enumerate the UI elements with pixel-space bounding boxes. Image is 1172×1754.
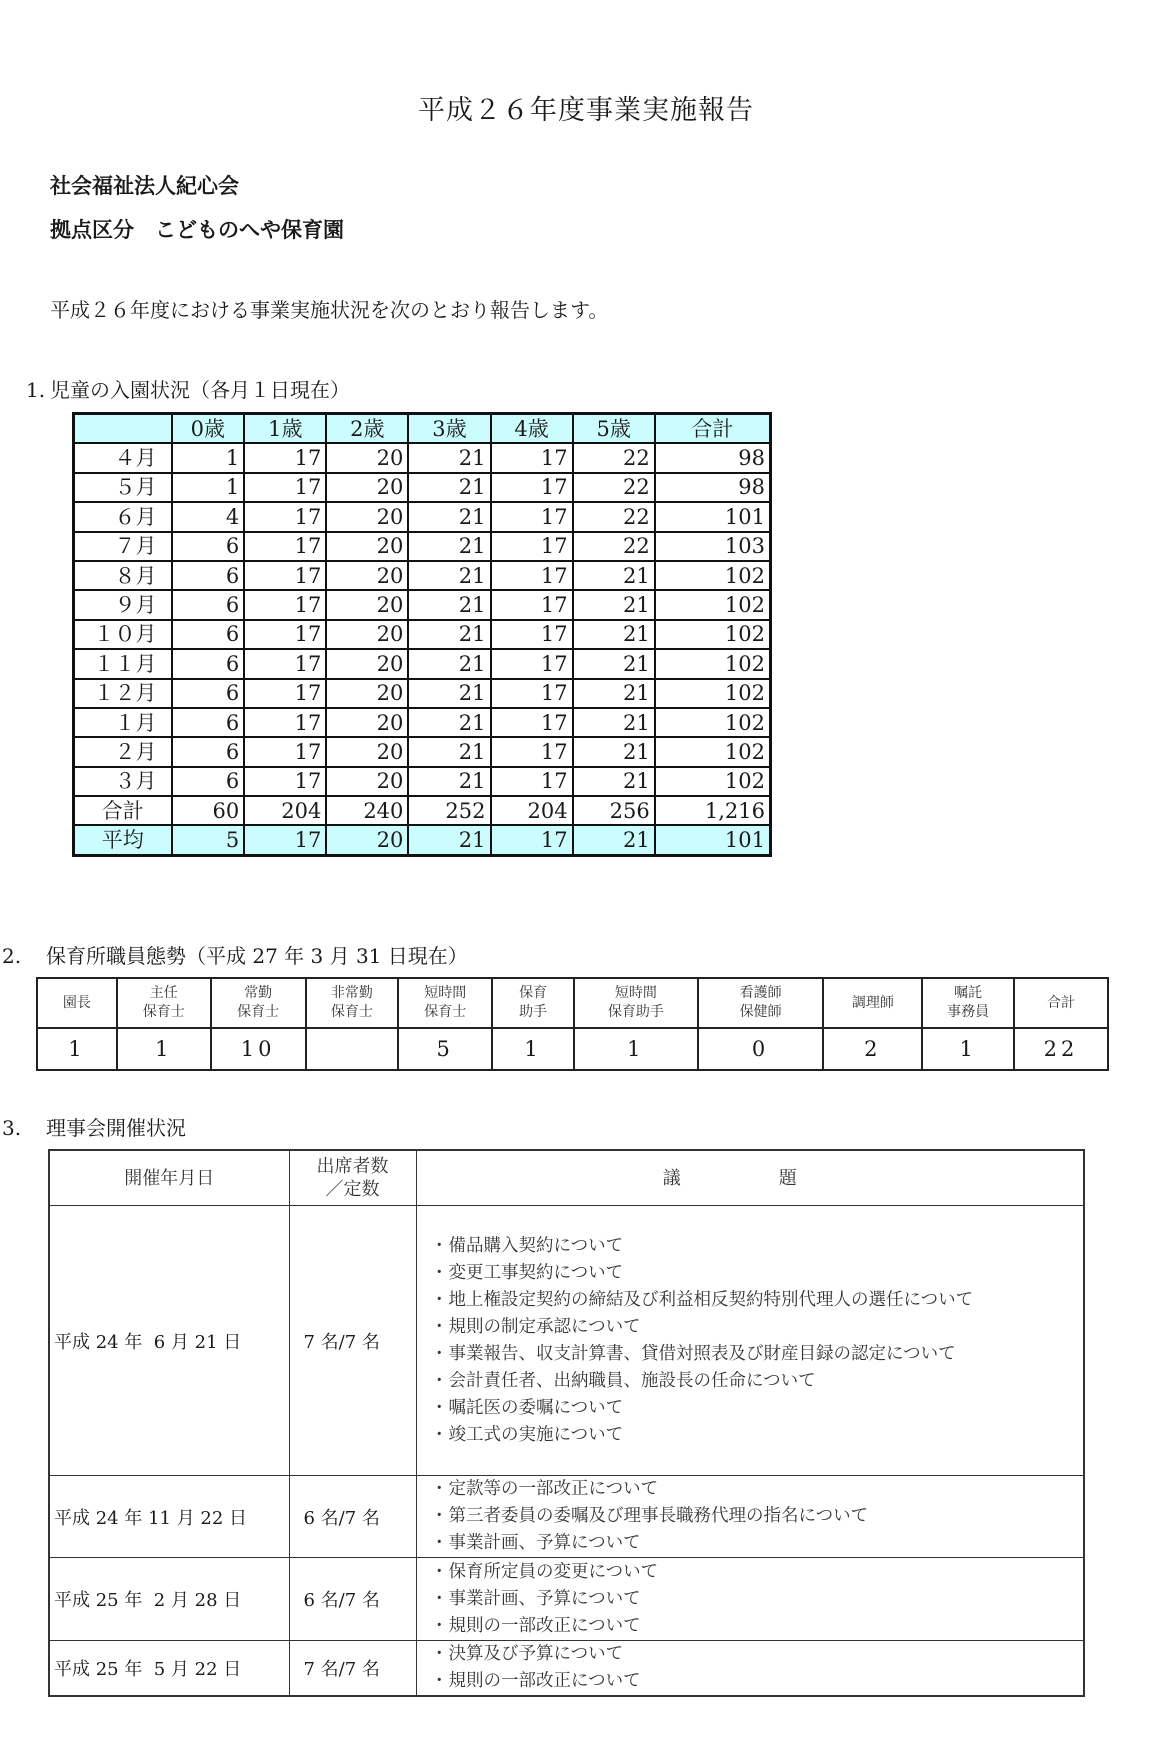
enrollment-cell: 21 xyxy=(408,502,490,531)
staff-count-cell: 1 xyxy=(492,1028,574,1070)
enrollment-cell: 21 xyxy=(573,737,655,766)
enrollment-col-header: 5歳 xyxy=(573,414,655,444)
enrollment-row xyxy=(74,443,771,472)
row-label: １２月 xyxy=(74,679,172,708)
row-label: ３月 xyxy=(74,767,172,796)
enrollment-cell: 22 xyxy=(573,443,655,472)
enrollment-cell: 102 xyxy=(655,737,771,766)
header-attendance-line1: 出席者数 xyxy=(316,1156,389,1177)
section-1-heading xyxy=(26,374,350,403)
enrollment-cell: 17 xyxy=(491,532,573,561)
staff-col-header-line1: 短時間 xyxy=(424,985,467,1001)
staff-col-header-line2: 保育士 xyxy=(142,1004,185,1020)
board-meeting-row xyxy=(49,1558,1084,1641)
enrollment-cell: 17 xyxy=(244,443,326,472)
enrollment-cell: 102 xyxy=(655,649,771,678)
enrollment-cell: 22 xyxy=(573,532,655,561)
staff-col-header xyxy=(37,978,117,1028)
enrollment-cell: 21 xyxy=(573,590,655,619)
row-label: 合計 xyxy=(74,796,172,825)
enrollment-cell: 17 xyxy=(244,708,326,737)
section-1-title: 児童の入園状況（各月１日現在） xyxy=(50,378,350,402)
board-header-row xyxy=(49,1150,1084,1206)
enrollment-cell: 21 xyxy=(573,679,655,708)
enrollment-cell: 20 xyxy=(326,532,408,561)
section-3-number: 3. xyxy=(2,1116,22,1140)
agenda-item: ・ 事業計画、予算について xyxy=(431,1586,1080,1613)
enrollment-col-header: 3歳 xyxy=(408,414,490,444)
enrollment-row xyxy=(74,502,771,531)
agenda-item: ・ 規則の一部改正について xyxy=(431,1668,1080,1695)
row-label: 平均 xyxy=(74,825,172,855)
row-label: ５月 xyxy=(74,473,172,502)
meeting-date: 平成 25 年 2 月 28 日 xyxy=(49,1558,289,1641)
row-label: ８月 xyxy=(74,561,172,590)
enrollment-cell: 21 xyxy=(573,620,655,649)
header-agenda xyxy=(416,1150,1084,1206)
enrollment-row xyxy=(74,708,771,737)
staff-col-header-line1: 嘱託 xyxy=(954,985,983,1001)
agenda-item: ・ 備品購入契約について xyxy=(431,1233,1080,1260)
enrollment-cell: 6 xyxy=(172,590,245,619)
staff-col-header xyxy=(306,978,399,1028)
enrollment-col-header xyxy=(74,414,172,444)
header-agenda-label: 議 題 xyxy=(662,1167,837,1189)
staff-col-header xyxy=(922,978,1014,1028)
meeting-date: 平成 24 年 11 月 22 日 xyxy=(49,1476,289,1558)
staff-col-header-line2: 助手 xyxy=(519,1004,548,1020)
enrollment-cell: 17 xyxy=(491,737,573,766)
staff-count-cell: 0 xyxy=(698,1028,824,1070)
staff-col-header xyxy=(574,978,698,1028)
enrollment-cell: 21 xyxy=(408,473,490,502)
enrollment-cell: 20 xyxy=(326,825,408,855)
staff-col-header xyxy=(492,978,574,1028)
enrollment-table xyxy=(72,412,772,857)
enrollment-cell: 256 xyxy=(573,796,655,825)
enrollment-cell: 17 xyxy=(491,620,573,649)
section-3-heading xyxy=(2,1112,186,1141)
enrollment-cell: 102 xyxy=(655,620,771,649)
header-attendance-line2: ／定数 xyxy=(325,1179,380,1200)
enrollment-cell: 17 xyxy=(244,679,326,708)
enrollment-cell: 17 xyxy=(491,502,573,531)
enrollment-cell: 6 xyxy=(172,737,245,766)
enrollment-cell: 22 xyxy=(573,473,655,502)
enrollment-cell: 102 xyxy=(655,561,771,590)
enrollment-cell: 6 xyxy=(172,649,245,678)
meeting-attendance: 6 名/7 名 xyxy=(289,1558,416,1641)
staff-count-cell xyxy=(306,1028,399,1070)
row-label: ９月 xyxy=(74,590,172,619)
enrollment-cell: 6 xyxy=(172,532,245,561)
staff-col-header-line1: 保育 xyxy=(519,985,548,1001)
enrollment-row xyxy=(74,649,771,678)
intro-text: 平成２６年度における事業実施状況を次のとおり報告します。 xyxy=(50,298,609,322)
enrollment-cell: 20 xyxy=(326,649,408,678)
enrollment-cell: 17 xyxy=(244,473,326,502)
enrollment-cell: 17 xyxy=(491,767,573,796)
enrollment-row xyxy=(74,561,771,590)
staff-col-header xyxy=(698,978,824,1028)
meeting-date: 平成 25 年 5 月 22 日 xyxy=(49,1641,289,1697)
enrollment-cell: 6 xyxy=(172,679,245,708)
staff-col-header-line1: 主任 xyxy=(149,985,178,1001)
meeting-date: 平成 24 年 6 月 21 日 xyxy=(49,1206,289,1476)
staff-col-header xyxy=(1014,978,1108,1028)
enrollment-row xyxy=(74,737,771,766)
enrollment-cell: 98 xyxy=(655,473,771,502)
enrollment-cell: 1 xyxy=(172,473,245,502)
enrollment-cell: 17 xyxy=(491,825,573,855)
staff-col-header xyxy=(211,978,306,1028)
staff-col-header-line1: 短時間 xyxy=(614,985,657,1001)
enrollment-cell: 103 xyxy=(655,532,771,561)
enrollment-cell: 6 xyxy=(172,561,245,590)
staff-count-cell: 2 xyxy=(823,1028,922,1070)
enrollment-cell: 21 xyxy=(573,708,655,737)
enrollment-cell: 17 xyxy=(491,561,573,590)
row-label: １０月 xyxy=(74,620,172,649)
section-2-heading xyxy=(2,940,468,969)
section-3-title: 理事会開催状況 xyxy=(46,1116,186,1140)
enrollment-cell: 102 xyxy=(655,679,771,708)
row-label: ６月 xyxy=(74,502,172,531)
enrollment-cell: 21 xyxy=(408,620,490,649)
enrollment-cell: 204 xyxy=(244,796,326,825)
enrollment-cell: 1,216 xyxy=(655,796,771,825)
enrollment-row xyxy=(74,620,771,649)
staff-col-header-line1: 常勤 xyxy=(244,985,273,1001)
enrollment-header-row xyxy=(74,414,771,444)
enrollment-cell: 21 xyxy=(408,649,490,678)
enrollment-cell: 21 xyxy=(573,561,655,590)
meeting-attendance: 7 名/7 名 xyxy=(289,1206,416,1476)
meeting-attendance: 7 名/7 名 xyxy=(289,1641,416,1697)
enrollment-cell: 21 xyxy=(408,443,490,472)
staff-col-header-line2: 保育士 xyxy=(237,1004,280,1020)
staff-count-cell: 5 xyxy=(398,1028,492,1070)
enrollment-cell: 20 xyxy=(326,620,408,649)
enrollment-cell: 101 xyxy=(655,502,771,531)
agenda-item: ・ 事業計画、予算について xyxy=(431,1530,1080,1557)
staff-col-header-line2: 保育助手 xyxy=(607,1004,664,1020)
staff-col-header-line2: 事務員 xyxy=(947,1004,990,1020)
enrollment-cell: 20 xyxy=(326,679,408,708)
enrollment-row xyxy=(74,679,771,708)
enrollment-cell: 21 xyxy=(408,532,490,561)
row-label: ７月 xyxy=(74,532,172,561)
row-label: １月 xyxy=(74,708,172,737)
enrollment-col-header: 0歳 xyxy=(172,414,245,444)
enrollment-cell: 60 xyxy=(172,796,245,825)
enrollment-cell: 17 xyxy=(491,708,573,737)
agenda-item: ・ 保育所定員の変更について xyxy=(431,1559,1080,1586)
agenda-item: ・ 事業報告、収支計算書、貸借対照表及び財産目録の認定について xyxy=(431,1341,1080,1368)
enrollment-cell: 17 xyxy=(244,825,326,855)
header-attendance xyxy=(289,1150,416,1206)
staff-values-row xyxy=(37,1028,1108,1070)
enrollment-row xyxy=(74,473,771,502)
enrollment-cell: 21 xyxy=(408,767,490,796)
agenda-item: ・ 竣工式の実施について xyxy=(431,1422,1080,1449)
enrollment-cell: 17 xyxy=(491,649,573,678)
enrollment-cell: 20 xyxy=(326,561,408,590)
enrollment-cell: 20 xyxy=(326,502,408,531)
staff-table xyxy=(36,977,1109,1071)
enrollment-col-header: 2歳 xyxy=(326,414,408,444)
row-label: ４月 xyxy=(74,443,172,472)
staff-count-cell: 1 xyxy=(117,1028,211,1070)
section-2-number: 2. xyxy=(2,944,22,968)
enrollment-cell: 5 xyxy=(172,825,245,855)
header-meeting-date: 開催年月日 xyxy=(49,1150,289,1206)
staff-col-header xyxy=(398,978,492,1028)
enrollment-cell: 20 xyxy=(326,473,408,502)
enrollment-cell: 20 xyxy=(326,590,408,619)
staff-count-cell: 1 xyxy=(37,1028,117,1070)
enrollment-cell: 17 xyxy=(244,532,326,561)
enrollment-cell: 21 xyxy=(408,737,490,766)
enrollment-cell: 1 xyxy=(172,443,245,472)
enrollment-cell: 17 xyxy=(491,443,573,472)
facility-name: 拠点区分 こどものへや保育園 xyxy=(50,218,344,242)
enrollment-cell: 17 xyxy=(244,561,326,590)
enrollment-cell: 20 xyxy=(326,443,408,472)
agenda-item: ・ 規則の一部改正について xyxy=(431,1613,1080,1640)
enrollment-cell: 17 xyxy=(244,502,326,531)
enrollment-total-row xyxy=(74,796,771,825)
enrollment-col-header: 4歳 xyxy=(491,414,573,444)
section-1-number: 1. xyxy=(26,378,46,402)
agenda-item: ・ 定款等の一部改正について xyxy=(431,1476,1080,1503)
staff-col-header xyxy=(117,978,211,1028)
enrollment-cell: 102 xyxy=(655,767,771,796)
enrollment-cell: 6 xyxy=(172,708,245,737)
enrollment-cell: 21 xyxy=(573,767,655,796)
enrollment-cell: 240 xyxy=(326,796,408,825)
board-meetings-table xyxy=(48,1149,1085,1697)
enrollment-cell: 6 xyxy=(172,620,245,649)
enrollment-cell: 102 xyxy=(655,708,771,737)
staff-col-header-line2: 保育士 xyxy=(424,1004,467,1020)
enrollment-cell: 21 xyxy=(408,825,490,855)
enrollment-cell: 17 xyxy=(491,473,573,502)
staff-col-header xyxy=(823,978,922,1028)
enrollment-cell: 17 xyxy=(244,767,326,796)
section-2-title: 保育所職員態勢（平成 27 年 3 月 31 日現在） xyxy=(46,944,468,968)
enrollment-cell: 17 xyxy=(244,649,326,678)
enrollment-cell: 17 xyxy=(244,737,326,766)
enrollment-col-header: 1歳 xyxy=(244,414,326,444)
enrollment-cell: 17 xyxy=(244,590,326,619)
enrollment-cell: 20 xyxy=(326,767,408,796)
staff-col-header-line1: 調理師 xyxy=(851,994,894,1011)
meeting-agenda xyxy=(416,1476,1084,1558)
staff-count-cell: 1 xyxy=(574,1028,698,1070)
staff-col-header-line1: 看護師 xyxy=(739,985,782,1001)
enrollment-cell: 22 xyxy=(573,502,655,531)
enrollment-cell: 21 xyxy=(408,590,490,619)
enrollment-row xyxy=(74,532,771,561)
staff-col-header-line2: 保健師 xyxy=(739,1004,782,1020)
meeting-agenda xyxy=(416,1206,1084,1476)
enrollment-cell: 21 xyxy=(573,825,655,855)
staff-col-header-line1: 非常勤 xyxy=(330,985,373,1001)
enrollment-cell: 21 xyxy=(408,679,490,708)
enrollment-cell: 21 xyxy=(573,649,655,678)
agenda-item: ・ 会計責任者、出納職員、施設長の任命について xyxy=(431,1368,1080,1395)
row-label: １１月 xyxy=(74,649,172,678)
staff-count-cell: 22 xyxy=(1014,1028,1108,1070)
enrollment-cell: 252 xyxy=(408,796,490,825)
agenda-item: ・ 規則の制定承認について xyxy=(431,1314,1080,1341)
meeting-agenda xyxy=(416,1641,1084,1697)
enrollment-cell: 98 xyxy=(655,443,771,472)
enrollment-row xyxy=(74,767,771,796)
agenda-item: ・ 嘱託医の委嘱について xyxy=(431,1395,1080,1422)
agenda-item: ・ 地上権設定契約の締結及び利益相反契約特別代理人の選任について xyxy=(431,1287,1080,1314)
meeting-attendance: 6 名/7 名 xyxy=(289,1476,416,1558)
enrollment-cell: 102 xyxy=(655,590,771,619)
staff-count-cell: 10 xyxy=(211,1028,306,1070)
staff-col-header-line1: 園長 xyxy=(62,994,91,1011)
enrollment-cell: 21 xyxy=(408,708,490,737)
enrollment-average-row xyxy=(74,825,771,855)
board-meeting-row xyxy=(49,1206,1084,1476)
staff-count-cell: 1 xyxy=(922,1028,1014,1070)
enrollment-cell: 17 xyxy=(491,679,573,708)
staff-header-row xyxy=(37,978,1108,1028)
enrollment-cell: 6 xyxy=(172,767,245,796)
enrollment-cell: 101 xyxy=(655,825,771,855)
staff-col-header-line1: 合計 xyxy=(1047,994,1076,1011)
row-label: ２月 xyxy=(74,737,172,766)
document-title: 平成２６年度事業実施報告 xyxy=(418,95,754,126)
enrollment-col-header: 合計 xyxy=(655,414,771,444)
enrollment-cell: 21 xyxy=(408,561,490,590)
agenda-item: ・ 第三者委員の委嘱及び理事長職務代理の指名について xyxy=(431,1503,1080,1530)
board-meeting-row xyxy=(49,1476,1084,1558)
enrollment-cell: 20 xyxy=(326,737,408,766)
agenda-item: ・ 決算及び予算について xyxy=(431,1641,1080,1668)
enrollment-row xyxy=(74,590,771,619)
enrollment-cell: 17 xyxy=(244,620,326,649)
organization-name: 社会福祉法人紀心会 xyxy=(50,174,239,198)
enrollment-cell: 4 xyxy=(172,502,245,531)
enrollment-cell: 17 xyxy=(491,590,573,619)
enrollment-cell: 204 xyxy=(491,796,573,825)
board-meeting-row xyxy=(49,1641,1084,1697)
enrollment-cell: 20 xyxy=(326,708,408,737)
staff-col-header-line2: 保育士 xyxy=(330,1004,373,1020)
agenda-item: ・ 変更工事契約について xyxy=(431,1260,1080,1287)
meeting-agenda xyxy=(416,1558,1084,1641)
